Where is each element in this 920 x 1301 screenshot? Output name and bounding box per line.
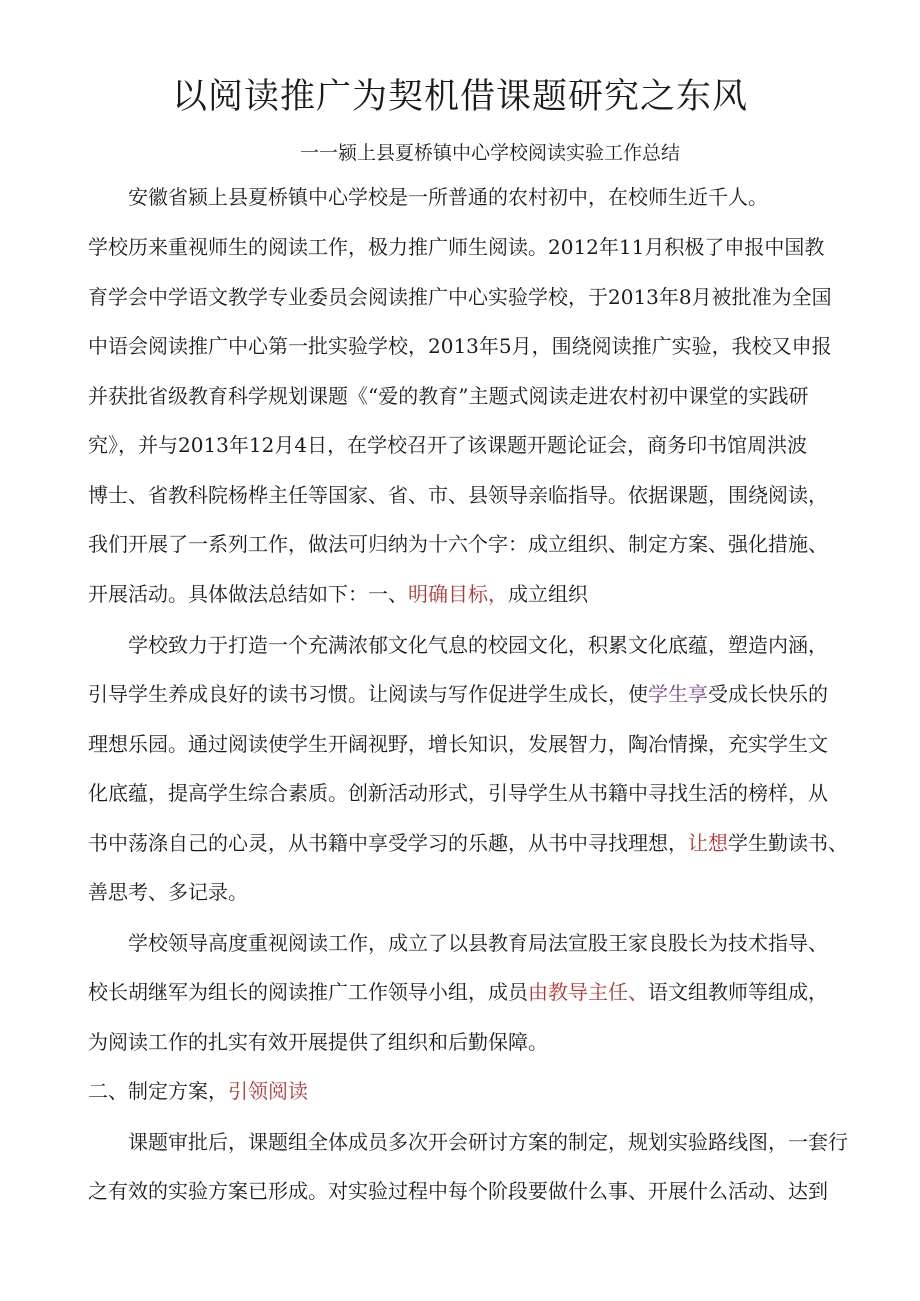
intro-line-7: 博士、省教科院杨桦主任等国家、省、市、县领导亲临指导。依据课题，围绕阅读， <box>88 483 828 507</box>
highlight-let: 让想 <box>688 831 728 855</box>
intro-line-6: 究》，并与2013年12月4日，在学校召开了该课题开题论证会，商务印书馆周洪波 <box>88 433 808 457</box>
para3-line-2 <box>88 977 828 1007</box>
para2-line-2-c: 受成长快乐的 <box>708 682 828 706</box>
para3-line-2-a: 校长胡继军为组长的阅读推广工作领导小组，成员 <box>88 980 528 1004</box>
para2-line-4: 化底蕴，提高学生综合素质。创新活动形式，引导学生从书籍中寻找生活的榜样，从 <box>88 781 828 805</box>
para2-line-5-c: 学生勤读书、 <box>728 831 848 855</box>
para2-line-1: 学校致力于打造一个充满浓郁文化气息的校园文化，积累文化底蕴，塑造内涵， <box>128 633 828 657</box>
highlight-student: 学生享 <box>648 682 708 706</box>
para2-line-2-a: 引导学生养成良好的读书习惯。让阅读与写作促进学生成长，使 <box>88 682 648 706</box>
intro-line-3: 育学会中学语文教学专业委员会阅读推广中心实验学校，于2013年8月被批准为全国 <box>88 285 832 309</box>
para4-line-2: 之有效的实验方案已形成。对实验过程中每个阶段要做什么事、开展什么活动、达到 <box>88 1179 828 1203</box>
highlight-dean: 由教导主任、 <box>528 980 648 1004</box>
intro-line-9 <box>88 579 588 609</box>
para2-line-6: 善思考、多记录。 <box>88 880 248 904</box>
highlight-goal: 明确目标， <box>408 582 508 606</box>
para2-line-5 <box>88 828 848 858</box>
para3-line-3: 为阅读工作的扎实有效开展提供了组织和后勤保障。 <box>88 1030 548 1054</box>
para2-line-2 <box>88 679 828 709</box>
intro-line-4: 中语会阅读推广中心第一批实验学校，2013年5月，围绕阅读推广实验，我校又申报 <box>88 334 832 358</box>
para3-line-1: 学校领导高度重视阅读工作，成立了以县教育局法宣股王家良股长为技术指导、 <box>128 931 828 955</box>
para4-line-1: 课题审批后，课题组全体成员多次开会研讨方案的制定，规划实验路线图，一套行 <box>128 1130 848 1154</box>
intro-line-5: 并获批省级教育科学规划课题《“爱的教育”主题式阅读走进农村初中课堂的实践研 <box>88 384 809 408</box>
para2-line-3: 理想乐园。通过阅读使学生开阔视野，增长知识，发展智力，陶冶情操，充实学生文 <box>88 732 828 756</box>
page-title: 以阅读推广为契机借课题研究之东风 <box>171 77 748 117</box>
intro-line-1: 安徽省颍上县夏桥镇中心学校是一所普通的农村初中，在校师生近千人。 <box>128 185 768 209</box>
intro-line-8: 我们开展了一系列工作，做法可归纳为十六个字：成立组织、制定方案、强化措施、 <box>88 532 828 556</box>
section2-heading-highlight: 引领阅读 <box>228 1079 308 1103</box>
para2-line-5-a: 书中荡涤自己的心灵，从书籍中享受学习的乐趣，从书中寻找理想， <box>88 831 688 855</box>
section1-heading-tail: 成立组织 <box>508 582 588 606</box>
page-subtitle: 一一颍上县夏桥镇中心学校阅读实验工作总结 <box>300 142 681 164</box>
intro-line-9-text: 开展活动。具体做法总结如下：一、 <box>88 582 408 606</box>
intro-line-2: 学校历来重视师生的阅读工作，极力推广师生阅读。2012年11月积极了申报中国教 <box>88 235 825 259</box>
section2-heading-a: 二、制定方案， <box>88 1079 228 1103</box>
para3-line-2-c: 语文组教师等组成， <box>648 980 828 1004</box>
section2-heading <box>88 1076 308 1106</box>
